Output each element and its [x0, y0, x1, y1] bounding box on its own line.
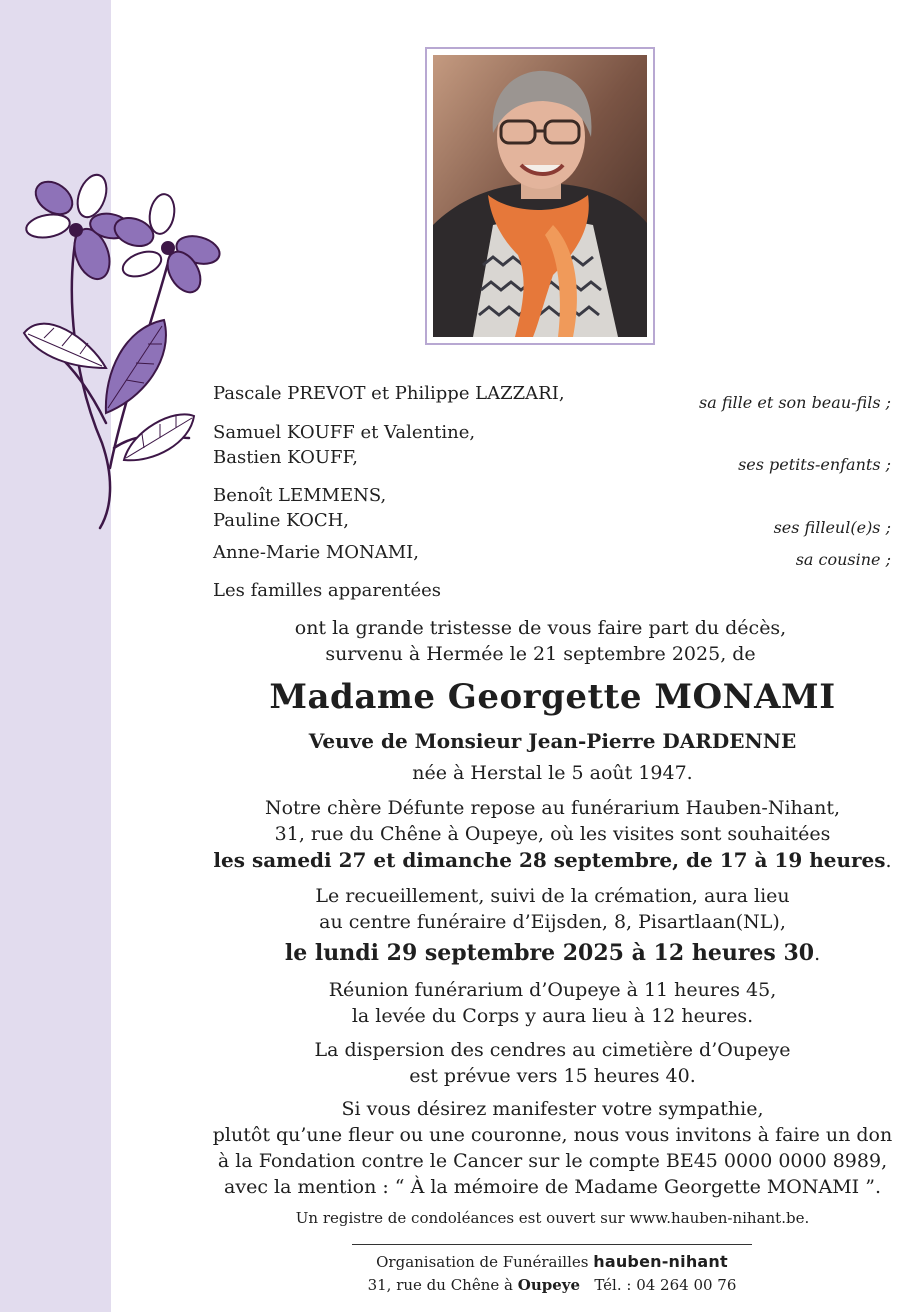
donation-line: à la Fondation contre le Cancer sur le compte BE45 0000 0000 8989,	[217, 1150, 888, 1172]
visits-dates-period: .	[885, 850, 892, 872]
family-relation: ses filleul(e)s ;	[773, 518, 891, 537]
meeting-line: la levée du Corps y aura lieu à 12 heures.	[351, 1005, 754, 1027]
ceremony-line: Le recueillement, suivi de la crémation, aura lieu	[315, 885, 790, 907]
ceremony-date	[180, 940, 918, 967]
family-name-line: Benoît LEMMENS,	[213, 485, 387, 506]
donation-line: plutôt qu’une fleur ou une couronne, nous vous invitons à faire un don	[212, 1124, 893, 1146]
family-name-line: Samuel KOUFF et Valentine,	[213, 422, 476, 443]
condolence-register: Un registre de condoléances est ouvert sur www.hauben-nihant.be.	[295, 1209, 810, 1227]
birth-line: née à Herstal le 5 août 1947.	[412, 762, 693, 784]
footer-divider	[352, 1244, 752, 1245]
family-name-line: Bastien KOUFF,	[213, 447, 358, 468]
visits-line: Notre chère Défunte repose au funérarium Hauben-Nihant,	[264, 797, 840, 819]
violet-flower-icon	[14, 168, 226, 536]
visits-dates	[180, 847, 918, 874]
ashes-line: La dispersion des cendres au cimetière d’Oupeye	[314, 1039, 791, 1061]
footer-town: Oupeye	[517, 1276, 581, 1294]
ceremony-line: au centre funéraire d’Eijsden, 8, Pisartlaan(NL),	[319, 911, 786, 933]
donation-line: avec la mention : “ À la mémoire de Madame Georgette MONAMI ”.	[224, 1176, 881, 1198]
family-name-line: Pauline KOCH,	[213, 510, 350, 531]
announcement-line: survenu à Hermée le 21 septembre 2025, de	[325, 643, 756, 665]
portrait-photo	[433, 55, 647, 337]
family-name-line: Pascale PREVOT et Philippe LAZZARI,	[213, 383, 565, 404]
ashes-line: est prévue vers 15 heures 40.	[409, 1065, 696, 1087]
family-name-line: Les familles apparentées	[213, 580, 442, 601]
visits-line: 31, rue du Chêne à Oupeye, où les visites sont souhaitées	[274, 823, 831, 845]
ceremony-date-text: le lundi 29 septembre 2025 à 12 heures 30	[284, 940, 815, 966]
footer-address	[330, 1275, 774, 1295]
family-relation: ses petits-enfants ;	[738, 455, 891, 474]
deceased-name: Madame Georgette MONAMI	[269, 677, 836, 717]
footer-org-prefix: Organisation de Funérailles	[376, 1253, 594, 1271]
footer-address-prefix: 31, rue du Chêne à	[367, 1276, 518, 1294]
announcement-line: ont la grande tristesse de vous faire part du décès,	[294, 617, 787, 639]
footer-phone: Tél. : 04 264 00 76	[594, 1276, 737, 1294]
widow-of: Veuve de Monsieur Jean-Pierre DARDENNE	[308, 729, 797, 753]
brand-logo-text: hauben-nihant	[593, 1252, 728, 1271]
donation-line: Si vous désirez manifester votre sympathie,	[341, 1098, 764, 1120]
portrait-frame	[425, 47, 655, 345]
visits-dates-text: les samedi 27 et dimanche 28 septembre, de 17 à 19 heures	[213, 848, 886, 872]
family-relation: sa cousine ;	[795, 550, 891, 569]
footer-organisation	[330, 1252, 774, 1272]
ceremony-date-period: .	[814, 943, 821, 965]
family-name-line: Anne-Marie MONAMI,	[213, 542, 420, 563]
meeting-line: Réunion funérarium d’Oupeye à 11 heures 45,	[328, 979, 777, 1001]
family-relation: sa fille et son beau-fils ;	[699, 393, 891, 412]
